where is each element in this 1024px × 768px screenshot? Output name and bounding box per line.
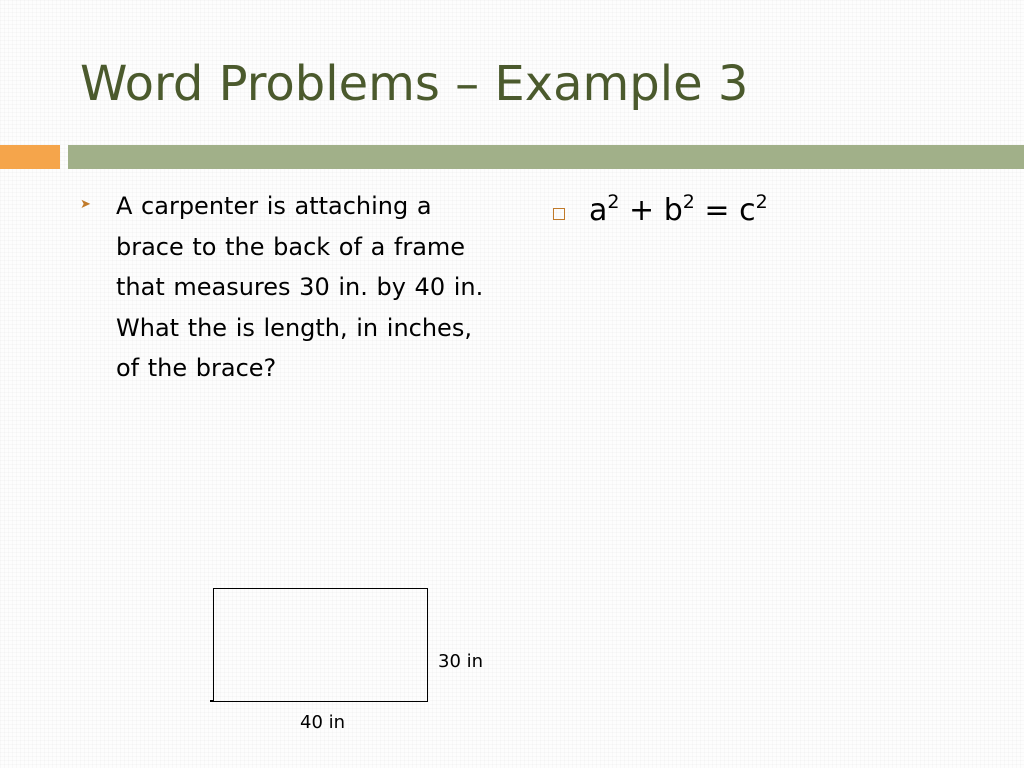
equation-equals: = bbox=[704, 193, 730, 228]
slide-title: Word Problems – Example 3 bbox=[80, 56, 749, 112]
equation-b-exponent: 2 bbox=[682, 191, 695, 213]
bullet-item-problem bbox=[80, 186, 500, 389]
bullet-item-equation bbox=[553, 188, 768, 234]
equation-a-exponent: 2 bbox=[607, 191, 620, 213]
accent-bar-green bbox=[68, 145, 1024, 169]
frame-corner-tick bbox=[210, 700, 213, 702]
problem-text: A carpenter is attaching a brace to the back of a frame that measures 30 in. by 40 in. What the is length, in inches, of the brace? bbox=[116, 192, 484, 383]
equation-c-exponent: 2 bbox=[755, 191, 768, 213]
accent-bar-orange bbox=[0, 145, 60, 169]
equation-plus: + bbox=[629, 193, 655, 228]
frame-width-label: 40 in bbox=[300, 712, 346, 733]
equation-a: a bbox=[589, 193, 608, 228]
square-bullet-icon bbox=[553, 208, 565, 220]
equation-b: b bbox=[663, 193, 683, 228]
arrow-bullet-icon: ➤ bbox=[80, 197, 91, 212]
equation-c: c bbox=[739, 193, 756, 228]
frame-height-label: 30 in bbox=[438, 651, 484, 672]
pythagorean-equation bbox=[589, 188, 768, 234]
frame-rectangle bbox=[213, 588, 428, 702]
